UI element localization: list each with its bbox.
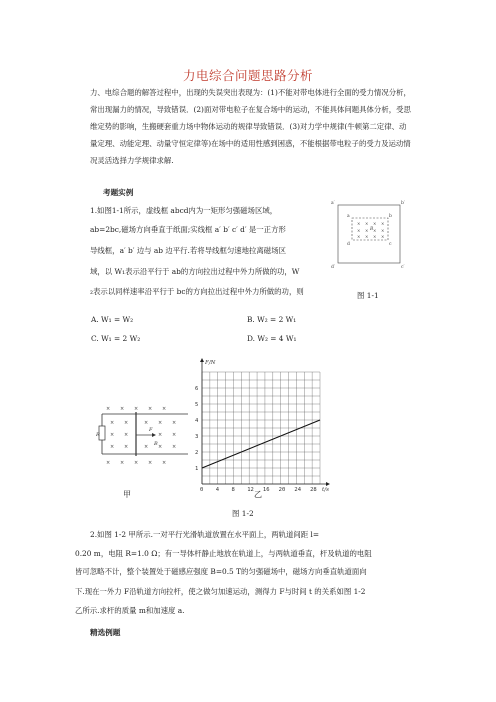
label-a-prime: a′ [331, 201, 335, 206]
figure-label-left: 甲 [123, 490, 131, 499]
svg-text:×: × [373, 221, 377, 226]
q2-line: 皆可忽略不计，整个装置处于磁感应强度 B=0.5 T的匀强磁场中，磁场方向垂直轨道面向 [75, 567, 367, 576]
svg-text:×: × [124, 420, 129, 426]
label-a: a [347, 214, 350, 219]
svg-text:×: × [144, 444, 149, 450]
figure-1-2-left [96, 392, 192, 472]
q1-line: 导线框，a′ b′ 边与 ab 边平行.若将导线框匀速地拉离磁场区 [90, 246, 286, 255]
label-b-prime: b′ [401, 201, 405, 206]
label-b: b [389, 214, 392, 219]
q2-line: 下.现在一外力 F沿轨道方向拉杆，使之做匀加速运动，测得力 F与时间 t 的关系如图 1-2 [75, 587, 366, 596]
label-R: R [96, 432, 100, 438]
y-axis-arrow [200, 358, 204, 362]
svg-text:×: × [134, 460, 139, 466]
label-d-prime: d′ [331, 265, 335, 270]
svg-text:×: × [365, 221, 369, 226]
label-B: B [370, 227, 374, 232]
svg-text:×: × [106, 406, 111, 412]
y-tick-label: 4 [195, 418, 199, 424]
label-B-field: B [154, 441, 158, 447]
svg-text:×: × [158, 444, 163, 450]
option-c: C. W₁ = 2 W₂ [91, 334, 141, 343]
svg-text:×: × [106, 460, 111, 466]
svg-text:×: × [381, 221, 385, 226]
y-tick-label: 5 [195, 402, 199, 408]
svg-text:×: × [373, 228, 377, 233]
svg-text:×: × [162, 460, 167, 466]
label-c-prime: c′ [401, 265, 405, 270]
svg-text:×: × [365, 234, 369, 239]
q2-line: 乙所示.求杆的质量 m和加速度 a. [75, 606, 185, 615]
x-tick-label: 28 [310, 487, 317, 493]
section-heading-examples: 考题实例 [103, 188, 134, 197]
section-heading-selected: 精选例题 [90, 628, 121, 637]
x-axis-arrow [326, 482, 330, 486]
svg-text:×: × [110, 420, 115, 426]
label-F: F [149, 427, 153, 433]
figure-1-2-caption: 图 1-2 [232, 509, 254, 518]
y-tick-label: 1 [195, 466, 199, 472]
chart-grid [202, 372, 320, 484]
intro-paragraph: 力、电综合题的解答过程中，出现的失误突出表现为：(1)不能对带电体进行全面的受力情况分析，常出现漏力的情况，导致错误．(2)面对带电粒子在复合场中的运动，不能具体问题具体分析，受思维定势的影响，生搬硬套重力场中物体运动的规律导致错误．(3)对力学中规律(牛顿第二定律、动量定理、动能定理、动量守恒定律等)在场中的适用性感到困惑，不能根据带电粒子的受力及运动情况灵活选择力学规律求解. [90, 88, 411, 165]
chart-ticks [195, 386, 317, 493]
chart-y-label: F/N [205, 360, 216, 366]
svg-text:×: × [357, 234, 361, 239]
y-tick-label: 6 [195, 386, 199, 392]
svg-text:×: × [357, 221, 361, 226]
option-a: A. W₁ = W₂ [91, 315, 134, 324]
label-c: c [389, 242, 392, 247]
x-tick-label: 12 [247, 487, 254, 493]
y-tick-label: 3 [195, 434, 199, 440]
svg-text:×: × [381, 234, 385, 239]
q1-line: 1.如图1-1所示，虚线框 abcd内为一矩形匀强磁场区域， [90, 206, 278, 215]
figure-1-1-caption: 图 1-1 [357, 291, 379, 300]
svg-text:×: × [357, 228, 361, 233]
q2-line: 0.20 m，电阻 R=1.0 Ω；有一导体杆静止地放在轨道上，与两轨道垂直，杆及轨道的电阻 [75, 549, 372, 558]
figure-1-1 [330, 198, 410, 274]
x-tick-label: 24 [294, 487, 302, 493]
option-d: D. W₂ = 4 W₁ [247, 334, 297, 343]
svg-text:×: × [172, 444, 177, 450]
page-title: 力电综合问题思路分析 [182, 68, 313, 83]
q1-line: 域，以 W₁表示沿平行于 ab的方向拉出过程中外力所做的功，W [90, 267, 300, 276]
svg-text:×: × [148, 406, 153, 412]
svg-text:×: × [365, 228, 369, 233]
svg-text:×: × [120, 406, 125, 412]
svg-text:×: × [381, 228, 385, 233]
chart-x-label: t/s [322, 487, 329, 493]
svg-text:×: × [373, 234, 377, 239]
x-tick-label: 16 [262, 487, 270, 493]
q1-line: ₂表示以同样速率沿平行于 bc的方向拉出过程中外力所做的功，则 [90, 287, 304, 296]
svg-text:×: × [158, 420, 163, 426]
option-b: B. W₂ = 2 W₁ [247, 315, 297, 324]
figure-1-2-chart [188, 350, 338, 500]
svg-text:×: × [148, 460, 153, 466]
svg-text:×: × [172, 432, 177, 438]
figure-label-right: 乙 [254, 490, 262, 499]
svg-text:×: × [158, 432, 163, 438]
svg-text:×: × [162, 406, 167, 412]
x-tick-label: 8 [231, 487, 235, 493]
svg-text:×: × [120, 460, 125, 466]
svg-text:×: × [144, 420, 149, 426]
y-tick-label: 2 [195, 450, 199, 456]
svg-text:×: × [124, 444, 129, 450]
svg-text:×: × [134, 406, 139, 412]
svg-text:×: × [172, 420, 177, 426]
x-tick-label: 20 [278, 487, 286, 493]
svg-text:×: × [110, 444, 115, 450]
q1-line: ab=2bc,磁场方向垂直于纸面;实线框 a′ b′ c′ d′ 是一正方形 [90, 225, 286, 234]
label-d: d [347, 242, 350, 247]
x-tick-label: 4 [215, 487, 220, 493]
q2-line: 2.如图 1-2 甲所示.一对平行光滑轨道放置在水平面上，两轨道间距 l= [90, 530, 320, 539]
svg-text:×: × [124, 432, 129, 438]
svg-text:×: × [110, 432, 115, 438]
x-tick-label: 0 [200, 487, 204, 493]
